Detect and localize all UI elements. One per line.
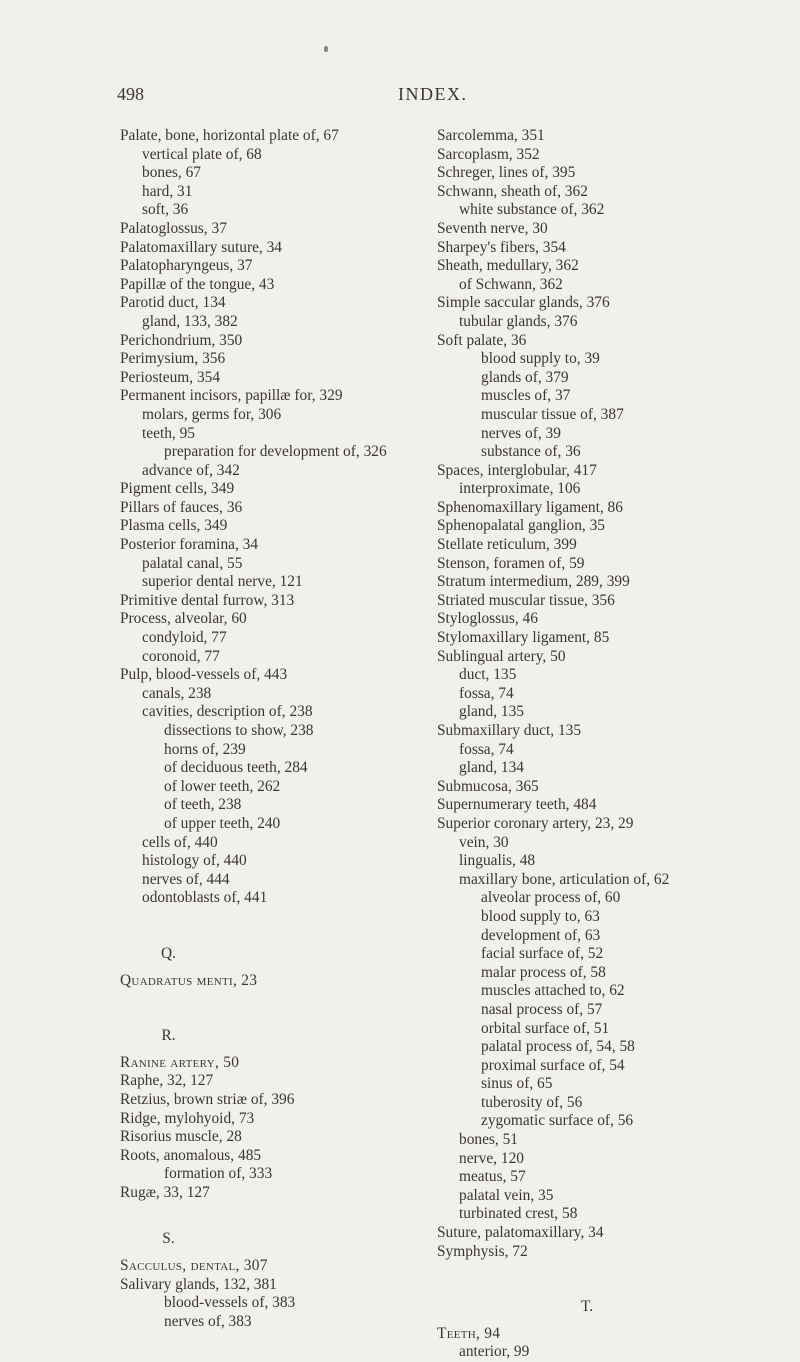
index-entry: Papillæ of the tongue, 43	[120, 275, 275, 293]
index-entry: Palate, bone, horizontal plate of, 67	[120, 127, 339, 144]
index-subentry: formation of, 333	[164, 1165, 273, 1183]
index-entry: Spaces, interglobular, 417	[437, 461, 597, 479]
index-entry: Palatopharyngeus, 37	[120, 257, 253, 275]
index-subentry: tuberosity of, 56	[481, 1093, 583, 1111]
index-entry: Soft palate, 36	[437, 331, 527, 349]
index-column-right	[437, 127, 737, 1362]
index-entry: Sphenomaxillary ligament, 86	[437, 498, 623, 516]
index-entry: Sheath, medullary, 362	[437, 257, 579, 275]
spacer	[437, 1317, 737, 1325]
index-entry: Sphenopalatal ganglion, 35	[437, 517, 605, 535]
index-subentry: duct, 135	[459, 666, 517, 684]
index-entry: Superior coronary artery, 23, 29	[437, 814, 634, 832]
print-speck	[324, 46, 328, 52]
spacer	[437, 1261, 737, 1298]
index-subentry: lingualis, 48	[459, 852, 536, 870]
index-entry: Stylomaxillary ligament, 85	[437, 629, 610, 647]
index-entry: Striated muscular tissue, 356	[437, 591, 615, 609]
index-entry: Ridge, mylohyoid, 73	[120, 1109, 255, 1127]
index-subentry: palatal canal, 55	[142, 554, 243, 572]
index-subentry: nerve, 120	[459, 1149, 524, 1167]
index-subentry: gland, 135	[459, 703, 524, 721]
spacer	[120, 1202, 420, 1230]
index-subentry: fossa, 74	[459, 684, 514, 702]
index-subentry: proximal surface of, 54	[481, 1056, 625, 1074]
index-entry: Sharpey's fibers, 354	[437, 238, 566, 256]
index-subentry: turbinated crest, 58	[459, 1205, 578, 1223]
index-subentry: blood supply to, 63	[481, 907, 600, 925]
index-entry: Pillars of fauces, 36	[120, 498, 243, 516]
index-entry: Suture, palatomaxillary, 34	[437, 1224, 604, 1242]
index-entry: Ranine artery, 50	[120, 1053, 240, 1071]
index-entry: Primitive dental furrow, 313	[120, 591, 295, 609]
index-subentry: superior dental nerve, 121	[142, 573, 303, 591]
index-entry: Rugæ, 33, 127	[120, 1183, 210, 1201]
index-subentry: soft, 36	[142, 201, 189, 219]
index-subentry: muscles of, 37	[481, 387, 571, 405]
index-subentry: malar process of, 58	[481, 963, 606, 981]
spacer	[120, 990, 420, 1027]
index-entry: Roots, anomalous, 485	[120, 1146, 262, 1164]
index-entry: Submaxillary duct, 135	[437, 722, 582, 739]
section-letter: S.	[162, 1230, 175, 1248]
index-subentry: nasal process of, 57	[481, 1000, 603, 1018]
index-subentry: nerves of, 444	[142, 870, 230, 888]
index-entry: Styloglossus, 46	[437, 610, 538, 628]
index-subentry: blood supply to, 39	[481, 350, 600, 368]
index-subentry: histology of, 440	[142, 852, 247, 870]
index-entry: Sarcolemma, 351	[437, 127, 545, 144]
index-subentry: development of, 63	[481, 926, 601, 944]
index-entry: Palatomaxillary suture, 34	[120, 238, 282, 256]
index-subentry: interproximate, 106	[459, 480, 581, 498]
index-entry: Sacculus, dental, 307	[120, 1257, 268, 1275]
index-entry: Schreger, lines of, 395	[437, 164, 576, 182]
index-entry: Quadratus menti, 23	[120, 971, 258, 989]
index-subentry: facial surface of, 52	[481, 945, 604, 963]
index-entry: Salivary glands, 132, 381	[120, 1275, 277, 1293]
index-subentry: molars, germs for, 306	[142, 405, 282, 423]
index-entry: Permanent incisors, papillæ for, 329	[120, 387, 343, 405]
index-subentry: white substance of, 362	[459, 201, 605, 219]
index-subentry: alveolar process of, 60	[481, 889, 621, 907]
index-entry: Palatoglossus, 37	[120, 219, 227, 237]
index-subentry: palatal vein, 35	[459, 1186, 554, 1204]
spacer	[120, 908, 420, 945]
index-subentry: muscles attached to, 62	[481, 982, 625, 1000]
index-subentry: gland, 134	[459, 759, 524, 777]
index-subentry: bones, 51	[459, 1131, 518, 1149]
index-subentry: vertical plate of, 68	[142, 145, 262, 163]
index-subentry: cavities, description of, 238	[142, 703, 313, 721]
index-subentry: horns of, 239	[164, 740, 246, 758]
index-subentry: of teeth, 238	[164, 796, 242, 814]
section-letter: R.	[161, 1027, 176, 1045]
index-subentry: of upper teeth, 240	[164, 814, 281, 832]
index-entry: Pigment cells, 349	[120, 480, 235, 498]
index-subentry: fossa, 74	[459, 740, 514, 758]
index-entry: Periosteum, 354	[120, 368, 221, 386]
index-subentry: zygomatic surface of, 56	[481, 1112, 634, 1130]
index-entry: Teeth, 94	[437, 1324, 501, 1342]
index-subentry: gland, 133, 382	[142, 312, 238, 330]
index-subentry: maxillary bone, articulation of, 62	[459, 870, 670, 888]
index-entry: Submucosa, 365	[437, 777, 539, 795]
index-subentry: coronoid, 77	[142, 647, 220, 665]
index-entry: Stratum intermedium, 289, 399	[437, 573, 630, 591]
index-subentry: vein, 30	[459, 833, 509, 851]
index-entry: Sarcoplasm, 352	[437, 145, 540, 163]
index-subentry: of deciduous teeth, 284	[164, 759, 308, 777]
index-subentry: bones, 67	[142, 164, 201, 182]
index-subentry: advance of, 342	[142, 461, 240, 479]
index-entry: Perichondrium, 350	[120, 331, 243, 349]
index-subentry: substance of, 36	[481, 443, 581, 461]
index-subentry: sinus of, 65	[481, 1075, 553, 1093]
index-entry: Plasma cells, 349	[120, 517, 228, 535]
section-letter: T.	[580, 1298, 594, 1316]
index-subentry: blood-vessels of, 383	[164, 1294, 296, 1312]
index-subentry: nerves of, 383	[164, 1312, 252, 1330]
index-subentry: anterior, 99	[459, 1343, 530, 1361]
index-entry: Symphysis, 72	[437, 1242, 528, 1260]
index-entry: Risorius muscle, 28	[120, 1128, 242, 1146]
index-subentry: glands of, 379	[481, 368, 569, 386]
index-entry: Supernumerary teeth, 484	[437, 796, 597, 814]
index-entry: Process, alveolar, 60	[120, 610, 247, 628]
index-subentry: dissections to show, 238	[164, 722, 314, 739]
index-subentry: nerves of, 39	[481, 424, 561, 442]
index-subentry: teeth, 95	[142, 424, 195, 442]
index-subentry: meatus, 57	[459, 1168, 526, 1186]
index-entry: Raphe, 32, 127	[120, 1072, 214, 1090]
index-subentry: cells of, 440	[142, 833, 218, 851]
index-column-left	[120, 127, 420, 1331]
index-entry: Perimysium, 356	[120, 350, 226, 368]
index-subentry: orbital surface of, 51	[481, 1019, 610, 1037]
running-header: INDEX.	[398, 84, 468, 104]
index-subentry: condyloid, 77	[142, 629, 227, 647]
index-entry: Seventh nerve, 30	[437, 219, 548, 237]
section-letter: Q.	[161, 944, 176, 962]
spacer	[120, 1046, 420, 1054]
index-entry: Sublingual artery, 50	[437, 647, 566, 665]
index-subentry: of lower teeth, 262	[164, 777, 281, 795]
index-entry: Retzius, brown striæ of, 396	[120, 1090, 295, 1108]
index-subentry: muscular tissue of, 387	[481, 405, 624, 423]
spacer	[120, 964, 420, 972]
index-subentry: of Schwann, 362	[459, 275, 563, 293]
index-subentry: preparation for development of, 326	[164, 443, 387, 461]
index-subentry: tubular glands, 376	[459, 312, 578, 330]
index-subentry: palatal process of, 54, 58	[481, 1038, 635, 1056]
index-entry: Pulp, blood-vessels of, 443	[120, 666, 288, 684]
index-entry: Parotid duct, 134	[120, 294, 226, 312]
index-entry: Posterior foramina, 34	[120, 536, 259, 554]
index-entry: Stenson, foramen of, 59	[437, 554, 585, 572]
index-entry: Schwann, sheath of, 362	[437, 182, 588, 200]
page-number: 498	[117, 84, 144, 104]
index-entry: Simple saccular glands, 376	[437, 294, 610, 312]
index-subentry: odontoblasts of, 441	[142, 889, 268, 907]
index-subentry: canals, 238	[142, 684, 212, 702]
index-entry: Stellate reticulum, 399	[437, 536, 577, 554]
index-subentry: hard, 31	[142, 182, 193, 200]
